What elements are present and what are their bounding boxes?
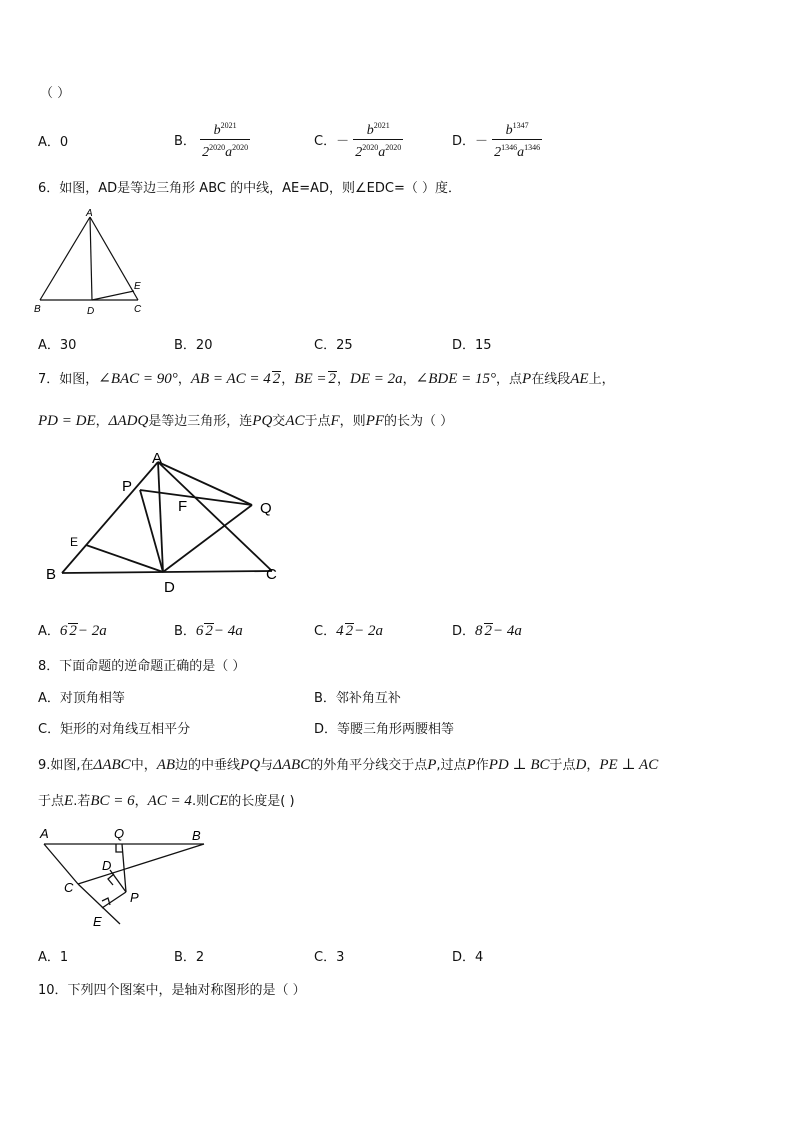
q7-label-a: A — [152, 450, 163, 467]
q9-label-p: P — [130, 890, 139, 905]
q5-option-d — [452, 118, 542, 161]
q7-label-p: P — [122, 478, 133, 495]
q7-option-a: A．6 2− 2a — [38, 623, 107, 639]
q8-text: 8．下面命题的逆命题正确的是（ ） — [38, 659, 246, 674]
q5-answer-paren: （ ） — [40, 86, 71, 101]
q5-option-a-value: 0 — [59, 135, 69, 150]
q7-figure — [40, 445, 290, 595]
q8-option-d: D．等腰三角形两腰相等 — [314, 722, 455, 737]
q7-option-b: B．6 2− 4a — [174, 623, 243, 639]
q5-option-b-fraction: $\frac{b^{2021}}{2^{2020}a^{2020}}$ — [202, 121, 249, 160]
q7-option-c: C．4 2− 2a — [314, 623, 383, 639]
q7-option-d: D．8 2− 4a — [452, 623, 522, 639]
q7-label-d: D — [164, 579, 175, 595]
q6-figure — [30, 205, 160, 317]
q6-option-a: A．30 — [38, 338, 77, 353]
q9-line1: 9.如图,在ΔABC中，AB边的中垂线PQ与ΔABC的外角平分线交于点P,过点P作PD ⊥ BC于点D，PE ⊥ AC — [38, 757, 659, 773]
q9-label-d: D — [102, 858, 112, 873]
q6-label-d: D — [87, 306, 95, 317]
q9-figure — [36, 822, 216, 934]
q5-option-c-label: C． — [314, 134, 337, 149]
q9-label-b: B — [192, 828, 201, 843]
q6-text: 6．如图，AD是等边三角形 ABC 的中线，AE=AD，则∠EDC=（ ）度． — [38, 181, 461, 196]
q6-label-e: E — [134, 281, 141, 292]
q9-label-a: A — [40, 826, 49, 841]
q5-option-c-minus: － — [336, 134, 350, 149]
q6-option-d: D．15 — [452, 338, 492, 353]
q9-option-d: D．4 — [452, 950, 484, 965]
q9-option-a: A．1 — [38, 950, 69, 965]
q9-label-c: C — [64, 880, 74, 895]
q7-label-e: E — [70, 535, 79, 549]
q5-option-d-minus: － — [475, 134, 489, 149]
q5-option-c — [314, 118, 403, 161]
q8-option-b: B．邻补角互补 — [314, 691, 401, 706]
q5-option-a-label: A． — [38, 135, 60, 150]
q9-option-c: C．3 — [314, 950, 345, 965]
q9-line2: 于点E.若BC = 6，AC = 4.则CE的长度是( ) — [38, 793, 295, 809]
q5-option-d-fraction: $\frac{b^{1347}}{2^{1346}a^{1346}}$ — [494, 121, 541, 160]
q5-option-d-label: D． — [452, 134, 476, 149]
q6-label-b: B — [34, 304, 41, 315]
q7-label-f: F — [178, 498, 188, 515]
q8-option-c: C．矩形的对角线互相平分 — [38, 722, 191, 737]
q7-line1: 7．如图，∠BAC = 90°，AB = AC = 4 2，BE = 2，DE = 2a，∠BDE = 15°，点P在线段AE上， — [38, 371, 615, 387]
q5-option-b — [174, 118, 250, 161]
q7-line2: PD = DE，ΔADQ是等边三角形，连PQ交AC于点F，则PF的长为（ ） — [38, 413, 454, 429]
q8-option-a: A．对顶角相等 — [38, 691, 125, 706]
q5-option-a — [38, 131, 68, 150]
q6-option-c: C．25 — [314, 338, 353, 353]
q5-option-c-fraction: $\frac{b^{2021}}{2^{2020}a^{2020}}$ — [355, 121, 402, 160]
q5-option-b-label: B． — [174, 134, 196, 149]
q7-label-c: C — [266, 566, 277, 583]
q6-label-c: C — [134, 304, 142, 315]
q7-label-b: B — [46, 566, 57, 583]
q10-text: 10．下列四个图案中，是轴对称图形的是（ ） — [38, 983, 306, 998]
q6-option-b: B．20 — [174, 338, 213, 353]
q7-label-q: Q — [260, 500, 272, 517]
q9-option-b: B．2 — [174, 950, 205, 965]
q9-label-e: E — [93, 914, 102, 929]
q6-label-a: A — [86, 208, 93, 219]
q9-label-q: Q — [114, 826, 125, 841]
